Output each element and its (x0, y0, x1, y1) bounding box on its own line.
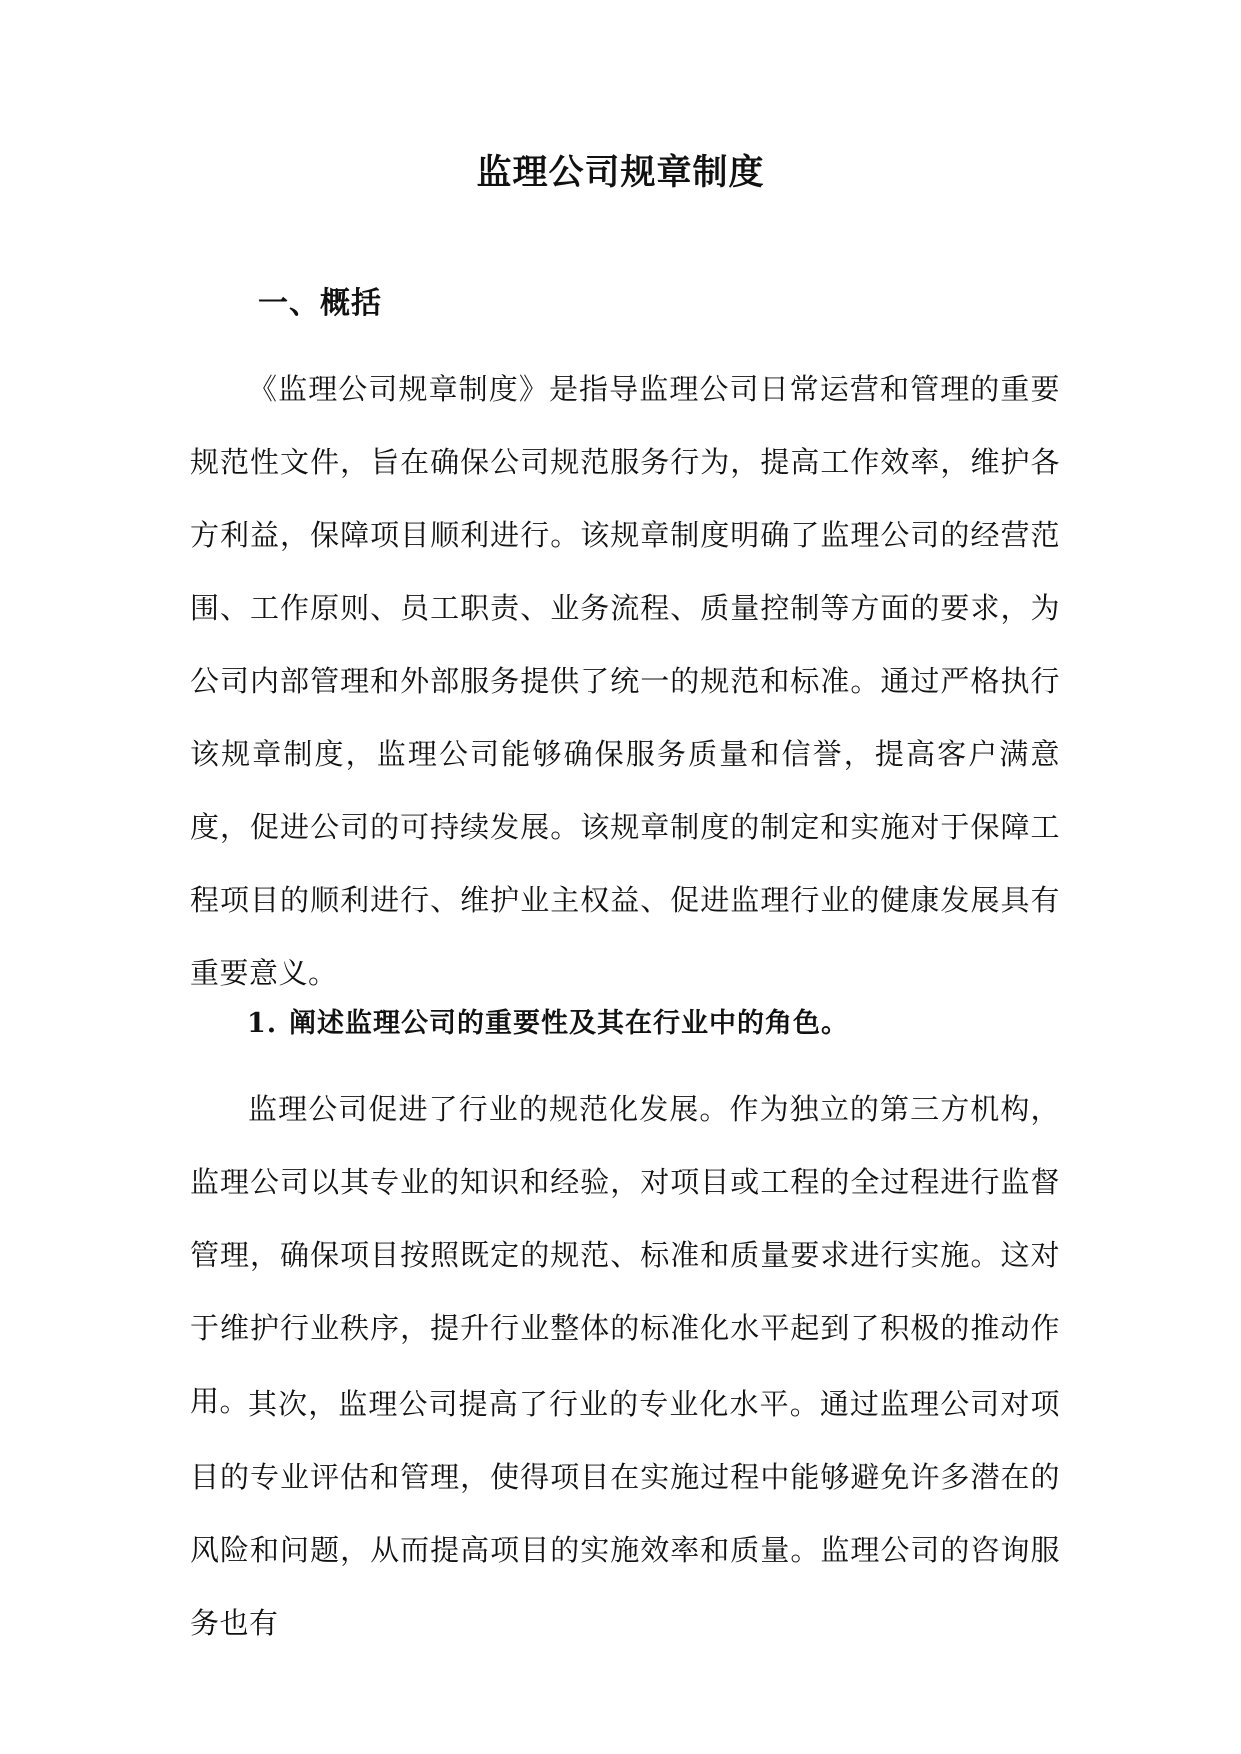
section-heading-overview: 一、概括 (258, 286, 382, 321)
subsection-number: 1. (247, 1008, 278, 1039)
body-paragraph: 监理公司促进了行业的规范化发展。作为独立的第三方机构，监理公司以其专业的知识和经验，对项目或工程的全过程进行监督管理，确保项目按照既定的规范、标准和质量要求进行实施。这对于维护行业秩序，提升行业整体的标准化水平起到了积极的推动作用。 (190, 1092, 1060, 1418)
subsection-title: 阐述监理公司的重要性及其在行业中的角色。 (289, 1008, 849, 1039)
document-title: 监理公司规章制度 (476, 152, 765, 193)
body-paragraph: 其次，监理公司提高了行业的专业化水平。通过监理公司对项目的专业评估和管理，使得项目在实施过程中能够避免许多潜在的风险和问题，从而提高项目的实施效率和质量。监理公司的咨询服务也有 (190, 1387, 1060, 1640)
subsection-heading (247, 1004, 849, 1044)
overview-paragraph: 《监理公司规章制度》是指导监理公司日常运营和管理的重要规范性文件，旨在确保公司规范服务行为，提高工作效率，维护各方利益，保障项目顺利进行。该规章制度明确了监理公司的经营范围、工作原则、员工职责、业务流程、质量控制等方面的要求，为公司内部管理和外部服务提供了统一的规范和标准。通过严格执行该规章制度，监理公司能够确保服务质量和信誉，提高客户满意度，促进公司的可持续发展。该规章制度的制定和实施对于保障工程项目的顺利进行、维护业主权益、促进监理行业的健康发展具有重要意义。 (190, 372, 1060, 990)
